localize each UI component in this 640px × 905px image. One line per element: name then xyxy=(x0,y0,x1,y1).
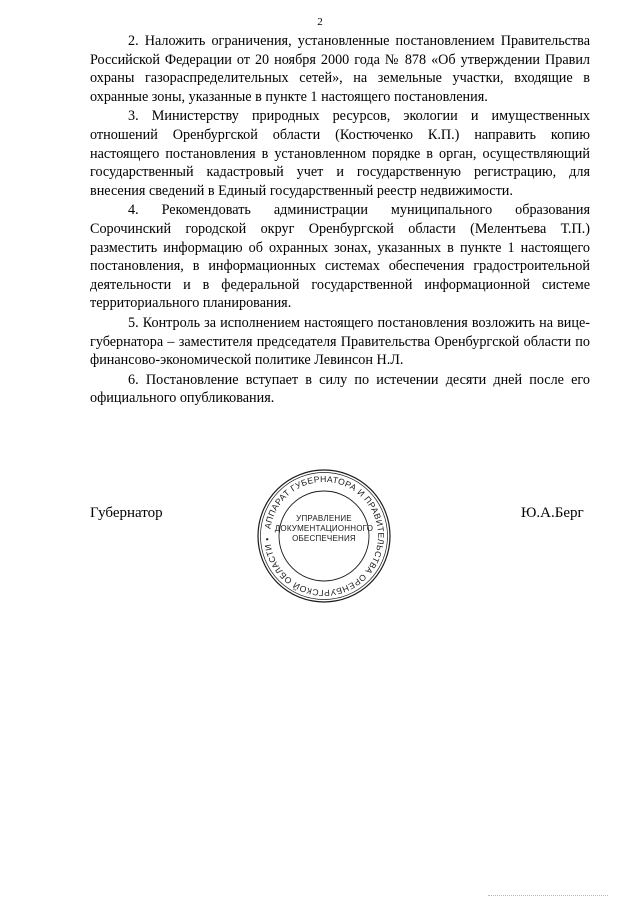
paragraph-6: 6. Постановление вступает в силу по истечении десяти дней после его официального опубликования. xyxy=(90,371,590,407)
paragraph-2: 2. Наложить ограничения, установленные постановлением Правительства Российской Федерации от 20 ноября 2000 года № 878 «Об утверждении Правил охраны газораспределительных сетей», на земельные участки, входящие в охранные зоны, указанные в пункте 1 настоящего постановления. xyxy=(90,33,590,105)
seal-line: ОБЕСПЕЧЕНИЯ xyxy=(292,534,356,543)
seal-center-text xyxy=(274,514,374,544)
page-number: 2 xyxy=(317,16,323,28)
paragraph-3: 3. Министерству природных ресурсов, экологии и имущественных отношений Оренбургской области (Костюченко К.П.) направить копию настоящего постановления в установленном порядке в орган, осуществляющий государственный кадастровый учет и государственную регистрацию, для внесения сведений в Единый государственный реестр недвижимости. xyxy=(90,108,590,199)
scan-artifact xyxy=(488,895,608,897)
document-body xyxy=(90,32,590,408)
seal-ring-text: АППАРАТ ГУБЕРНАТОРА И ПРАВИТЕЛЬСТВА ОРЕНБУРГСКОЙ ОБЛАСТИ • xyxy=(261,473,387,599)
signatory-name: Ю.А.Берг xyxy=(521,505,584,521)
seal-line: ДОКУМЕНТАЦИОННОГО xyxy=(274,524,374,533)
paragraph-4: 4. Рекомендовать администрации муниципального образования Сорочинский городской округ Оренбургской области (Мелентьева Т.П.) разместить информацию об охранных зонах, указанных в пункте 1 настоящего постановления, в информационных системах обеспечения градостроительной деятельности и в федеральной государственной информационной системе территориального планирования. xyxy=(90,202,590,312)
paragraph-5: 5. Контроль за исполнением настоящего постановления возложить на вице-губернатора – заместителя председателя Правительства Оренбургской области по финансово-экономической политике Левинсон Н.Л. xyxy=(90,314,590,369)
official-seal xyxy=(254,466,394,606)
signatory-title: Губернатор xyxy=(90,505,163,521)
seal-line: УПРАВЛЕНИЕ xyxy=(296,514,352,523)
